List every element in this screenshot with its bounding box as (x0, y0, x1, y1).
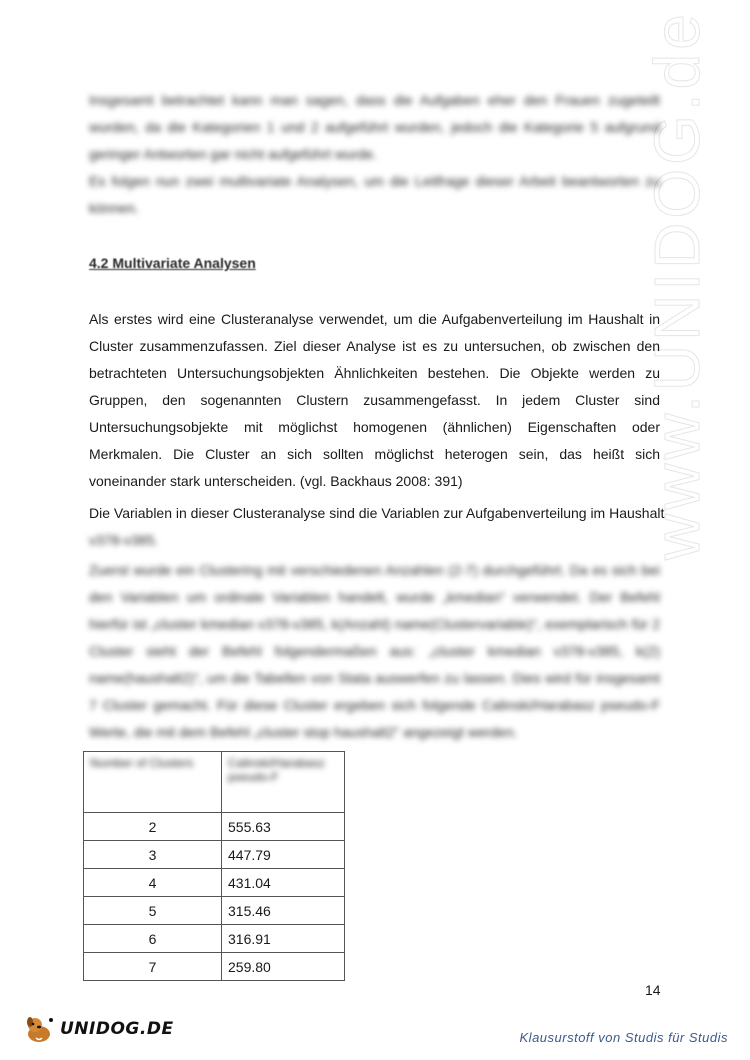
table-cell-value: 259.80 (222, 953, 345, 981)
unidog-logo (22, 1014, 174, 1044)
logo-text: UNIDOG.DE (60, 1019, 174, 1039)
table-cell-clusters: 6 (84, 925, 222, 953)
table-cell-value: 431.04 (222, 869, 345, 897)
table-cell-clusters: 5 (84, 897, 222, 925)
table-row (84, 925, 345, 953)
table-cell-value: 315.46 (222, 897, 345, 925)
page-number: 14 (645, 982, 661, 998)
dog-icon (22, 1014, 56, 1044)
footer-slogan: Klausurstoff von Studis für Studis (519, 1030, 728, 1045)
blurred-paragraph-stata: Zuerst wurde ein Clustering mit verschiedenen Anzahlen (2-7) durchgeführt. Da es sich bei den Variablen um ordinale Variablen handelt, wurde „kmedian“ verwendet. Der Befehl hierfür ist „cluster kmedian v378-v385, k(Anzahl) name(Clustervariable)“, exemplarisch für 2 Cluster sieht der Befehl folgendermaßen aus: „cluster kmedian v378-v385, k(2) name(haushalt2)“, um die Tabellen von Stata auswerfen zu lassen. Dies wird für insgesamt 7 Cluster gemacht. Für diese Cluster ergeben sich folgende Calinski/Harabasz pseudo-F Werte, die mit dem Befehl „cluster stop haushalt2“ angezeigt werden. (89, 562, 660, 740)
table-row (84, 841, 345, 869)
table-cell-value: 447.79 (222, 841, 345, 869)
table-row (84, 813, 345, 841)
blurred-variable-range: v378-v385. (89, 532, 159, 548)
table-cell-clusters: 3 (84, 841, 222, 869)
table-cell-clusters: 7 (84, 953, 222, 981)
watermark: www.UNIDOG.de (641, 10, 713, 560)
blurred-top-paragraph: Insgesamt betrachtet kann man sagen, dass die Aufgaben eher den Frauen zugeteilt wurden, da die Kategorien 1 und 2 aufgeführt wurden, jedoch die Kategorie 5 aufgrund geringer Antworten gar nicht aufgeführt wurde. (89, 92, 660, 162)
table-cell-value: 316.91 (222, 925, 345, 953)
blurred-second-paragraph: Es folgen nun zwei multivariate Analysen, um die Leitfrage dieser Arbeit beantworten zu können. (89, 173, 660, 216)
paragraph-cluster-intro: Als erstes wird eine Clusteranalyse verwendet, um die Aufgabenverteilung im Haushalt in Cluster zusammenzufassen. Ziel dieser Analyse ist es zu untersuchen, ob zwischen den betrachteten Untersuchungsobjekten Ähnlichkeiten bestehen. Die Objekte werden zu Gruppen, den sogenannten Clustern zusammengefasst. In jedem Cluster sind Untersuchungsobjekte mit möglichst homogenen (ähnlichen) Eigenschaften oder Merkmalen. Die Cluster an sich sollten möglichst heterogen sein, das heißt sich voneinander stark unterscheiden. (vgl. Backhaus 2008: 391) (89, 311, 660, 489)
table-cell-clusters: 4 (84, 869, 222, 897)
table-row (84, 897, 345, 925)
pseudo-f-table (83, 751, 345, 981)
table-header-clusters: Number of Clusters (84, 752, 222, 813)
table-cell-value: 555.63 (222, 813, 345, 841)
section-heading: 4.2 Multivariate Analysen (89, 255, 256, 271)
table-header-pseudo-f: Calinski/Harabasz pseudo-F (222, 752, 345, 813)
paragraph-variables: Die Variablen in dieser Clusteranalyse sind die Variablen zur Aufgabenverteilung im Haushalt (89, 505, 665, 521)
table-row (84, 869, 345, 897)
table-cell-clusters: 2 (84, 813, 222, 841)
table-row (84, 953, 345, 981)
table-header-row (84, 752, 345, 813)
